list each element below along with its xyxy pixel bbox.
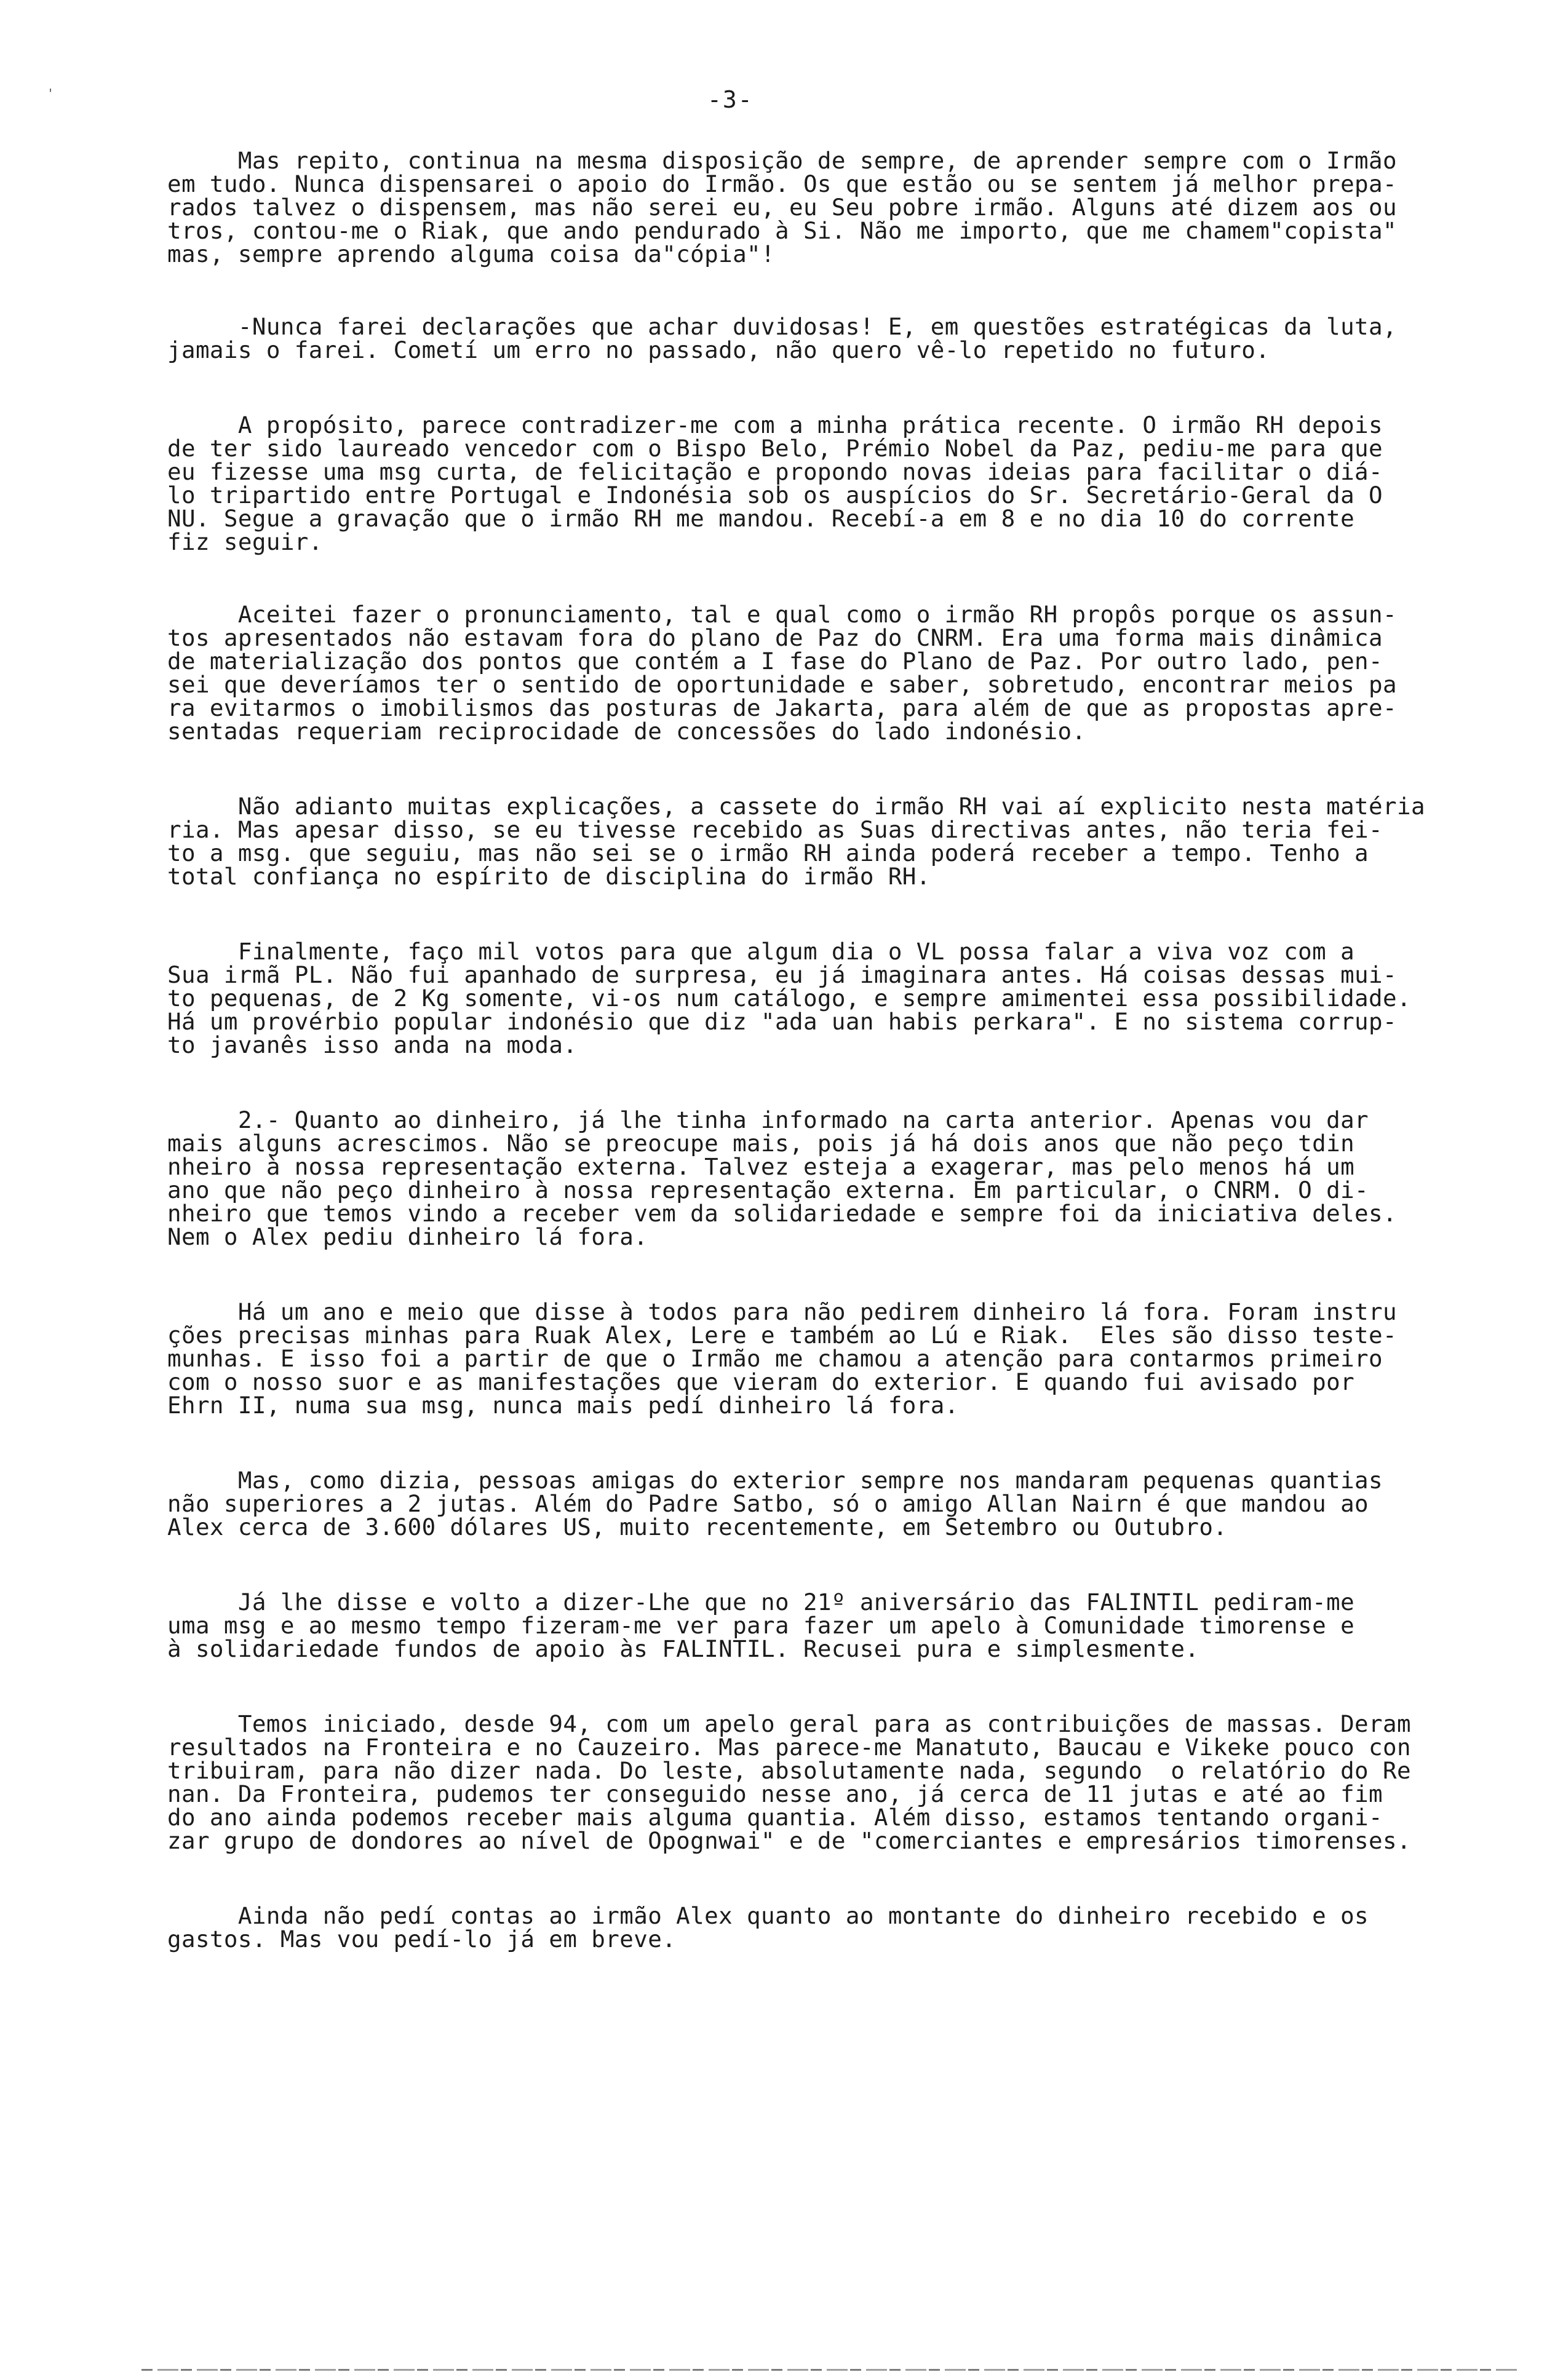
paragraph bbox=[167, 315, 1484, 362]
text-line: uma msg e ao mesmo tempo fizeram-me ver para fazer um apelo à Comunidade timorense e bbox=[167, 1612, 1355, 1639]
text-line: eu fizesse uma msg curta, de felicitação e propondo novas ideias para facilitar o diá- bbox=[167, 458, 1383, 485]
text-line: zar grupo de dondores ao nível de Opognwai" e de "comerciantes e empresários timorenses. bbox=[167, 1827, 1411, 1854]
text-line: Ainda não pedí contas ao irmão Alex quanto ao montante do dinheiro recebido e os bbox=[167, 1902, 1369, 1929]
text-line: nan. Da Fronteira, pudemos ter conseguido nesse ano, já cerca de 11 jutas e até ao fim bbox=[167, 1780, 1383, 1807]
text-line: to a msg. que seguiu, mas não sei se o irmão RH ainda poderá receber a tempo. Tenho a bbox=[167, 839, 1369, 867]
text-line: Nem o Alex pediu dinheiro lá fora. bbox=[167, 1223, 648, 1250]
text-line: Há um ano e meio que disse à todos para não pedirem dinheiro lá fora. Foram instru bbox=[167, 1298, 1397, 1325]
text-line: Alex cerca de 3.600 dólares US, muito recentemente, em Setembro ou Outubro. bbox=[167, 1513, 1228, 1541]
paragraph bbox=[167, 1904, 1484, 1951]
text-line: resultados na Fronteira e no Cauzeiro. Mas parece-me Manatuto, Baucau e Vikeke pouco con bbox=[167, 1734, 1411, 1761]
text-line: mas, sempre aprendo alguma coisa da"cópia"! bbox=[167, 240, 776, 268]
paragraph bbox=[167, 1300, 1484, 1417]
paragraph bbox=[167, 149, 1484, 266]
text-line: nheiro à nossa representação externa. Talvez esteja a exagerar, mas pelo menos há um bbox=[167, 1153, 1355, 1180]
paragraph bbox=[167, 1108, 1484, 1248]
document-body bbox=[167, 149, 1484, 2000]
text-line: to javanês isso anda na moda. bbox=[167, 1031, 578, 1058]
text-line: de materialização dos pontos que contém a I fase do Plano de Paz. Por outro lado, pen- bbox=[167, 648, 1383, 675]
paragraph bbox=[167, 1590, 1484, 1660]
text-line: Sua irmã PL. Não fui apanhado de surpresa, eu já imaginara antes. Há coisas dessas mui- bbox=[167, 961, 1397, 988]
text-line: Não adianto muitas explicações, a cassete do irmão RH vai aí explicito nesta matéria bbox=[167, 793, 1425, 820]
text-line: Aceitei fazer o pronunciamento, tal e qual como o irmão RH propôs porque os assun- bbox=[167, 601, 1397, 628]
text-line: Já lhe disse e volto a dizer-Lhe que no 21º aniversário das FALINTIL pediram-me bbox=[167, 1589, 1355, 1616]
paragraph bbox=[167, 1712, 1484, 1852]
text-line: to pequenas, de 2 Kg somente, vi-os num catálogo, e sempre amimentei essa possibilidade. bbox=[167, 985, 1411, 1012]
text-line: NU. Segue a gravação que o irmão RH me mandou. Recebí-a em 8 e no dia 10 do corrente bbox=[167, 505, 1355, 532]
text-line: ções precisas minhas para Ruak Alex, Lere e também ao Lú e Riak. Eles são disso teste- bbox=[167, 1322, 1397, 1349]
paragraph bbox=[167, 1469, 1484, 1539]
text-line: sei que deveríamos ter o sentido de oportunidade e saber, sobretudo, encontrar meios pa bbox=[167, 671, 1397, 698]
text-line: do ano ainda podemos receber mais alguma quantia. Além disso, estamos tentando organi- bbox=[167, 1804, 1383, 1831]
text-line: nheiro que temos vindo a receber vem da solidariedade e sempre foi da iniciativa deles. bbox=[167, 1200, 1397, 1227]
text-line: sentadas requeriam reciprocidade de concessões do lado indonésio. bbox=[167, 718, 1086, 745]
text-line: em tudo. Nunca dispensarei o apoio do Irmão. Os que estão ou se sentem já melhor prepa- bbox=[167, 170, 1397, 197]
text-line: ria. Mas apesar disso, se eu tivesse recebido as Suas directivas antes, não teria fei- bbox=[167, 816, 1383, 843]
text-line: Temos iniciado, desde 94, com um apelo geral para as contribuições de massas. Deram bbox=[167, 1710, 1411, 1737]
text-line: lo tripartido entre Portugal e Indonésia sob os auspícios do Sr. Secretário-Geral da O bbox=[167, 482, 1383, 509]
paragraph bbox=[167, 940, 1484, 1057]
paragraph bbox=[167, 603, 1484, 743]
text-line: Mas, como dizia, pessoas amigas do exterior sempre nos mandaram pequenas quantias bbox=[167, 1467, 1383, 1494]
paragraph bbox=[167, 795, 1484, 888]
text-line: mais alguns acrescimos. Não se preocupe mais, pois já há dois anos que não peço tdin bbox=[167, 1130, 1355, 1157]
text-line: 2.- Quanto ao dinheiro, já lhe tinha informado na carta anterior. Apenas vou dar bbox=[167, 1106, 1369, 1133]
text-line: à solidariedade fundos de apoio às FALINTIL. Recusei pura e simplesmente. bbox=[167, 1635, 1199, 1662]
text-line: ra evitarmos o imobilismos das posturas de Jakarta, para além de que as propostas apre- bbox=[167, 694, 1397, 721]
text-line: Mas repito, continua na mesma disposição de sempre, de aprender sempre com o Irmão bbox=[167, 147, 1397, 174]
text-line: munhas. E isso foi a partir de que o Irmão me chamou a atenção para contarmos primeiro bbox=[167, 1345, 1383, 1372]
text-line: Há um provérbio popular indonésio que diz "ada uan habis perkara". E no sistema corrup- bbox=[167, 1008, 1397, 1035]
text-line: não superiores a 2 jutas. Além do Padre Satbo, só o amigo Allan Nairn é que mandou ao bbox=[167, 1490, 1369, 1517]
paragraph bbox=[167, 413, 1484, 553]
text-line: gastos. Mas vou pedí-lo já em breve. bbox=[167, 1926, 677, 1953]
text-line: tros, contou-me o Riak, que ando pendurado à Si. Não me importo, que me chamem"copista" bbox=[167, 217, 1397, 244]
text-line: jamais o farei. Cometí um erro no passado, não quero vê-lo repetido no futuro. bbox=[167, 336, 1270, 363]
text-line: Finalmente, faço mil votos para que algum dia o VL possa falar a viva voz com a bbox=[167, 938, 1355, 965]
text-line: de ter sido laureado vencedor com o Bispo Belo, Prémio Nobel da Paz, pediu-me para que bbox=[167, 435, 1383, 462]
text-line: -Nunca farei declarações que achar duvidosas! E, em questões estratégicas da luta, bbox=[167, 313, 1397, 340]
text-line: rados talvez o dispensem, mas não serei eu, eu Seu pobre irmão. Alguns até dizem aos ou bbox=[167, 194, 1397, 221]
text-line: fiz seguir. bbox=[167, 528, 323, 555]
text-line: total confiança no espírito de disciplina do irmão RH. bbox=[167, 863, 931, 890]
text-line: Ehrn II, numa sua msg, nunca mais pedí dinheiro lá fora. bbox=[167, 1392, 959, 1419]
text-line: ano que não peço dinheiro à nossa representação externa. Em particular, o CNRM. O di- bbox=[167, 1176, 1369, 1204]
text-line: A propósito, parece contradizer-me com a minha prática recente. O irmão RH depois bbox=[167, 411, 1383, 438]
text-line: tos apresentados não estavam fora do plano de Paz do CNRM. Era uma forma mais dinâmica bbox=[167, 624, 1383, 651]
text-line: tribuiram, para não dizer nada. Do leste, absolutamente nada, segundo o relatório do Re bbox=[167, 1757, 1411, 1784]
page-number: -3- bbox=[707, 86, 754, 113]
bottom-edge-rule bbox=[141, 2369, 1519, 2371]
text-line: com o nosso suor e as manifestações que vieram do exterior. E quando fui avisado por bbox=[167, 1368, 1355, 1395]
margin-mark: ' bbox=[47, 86, 55, 101]
